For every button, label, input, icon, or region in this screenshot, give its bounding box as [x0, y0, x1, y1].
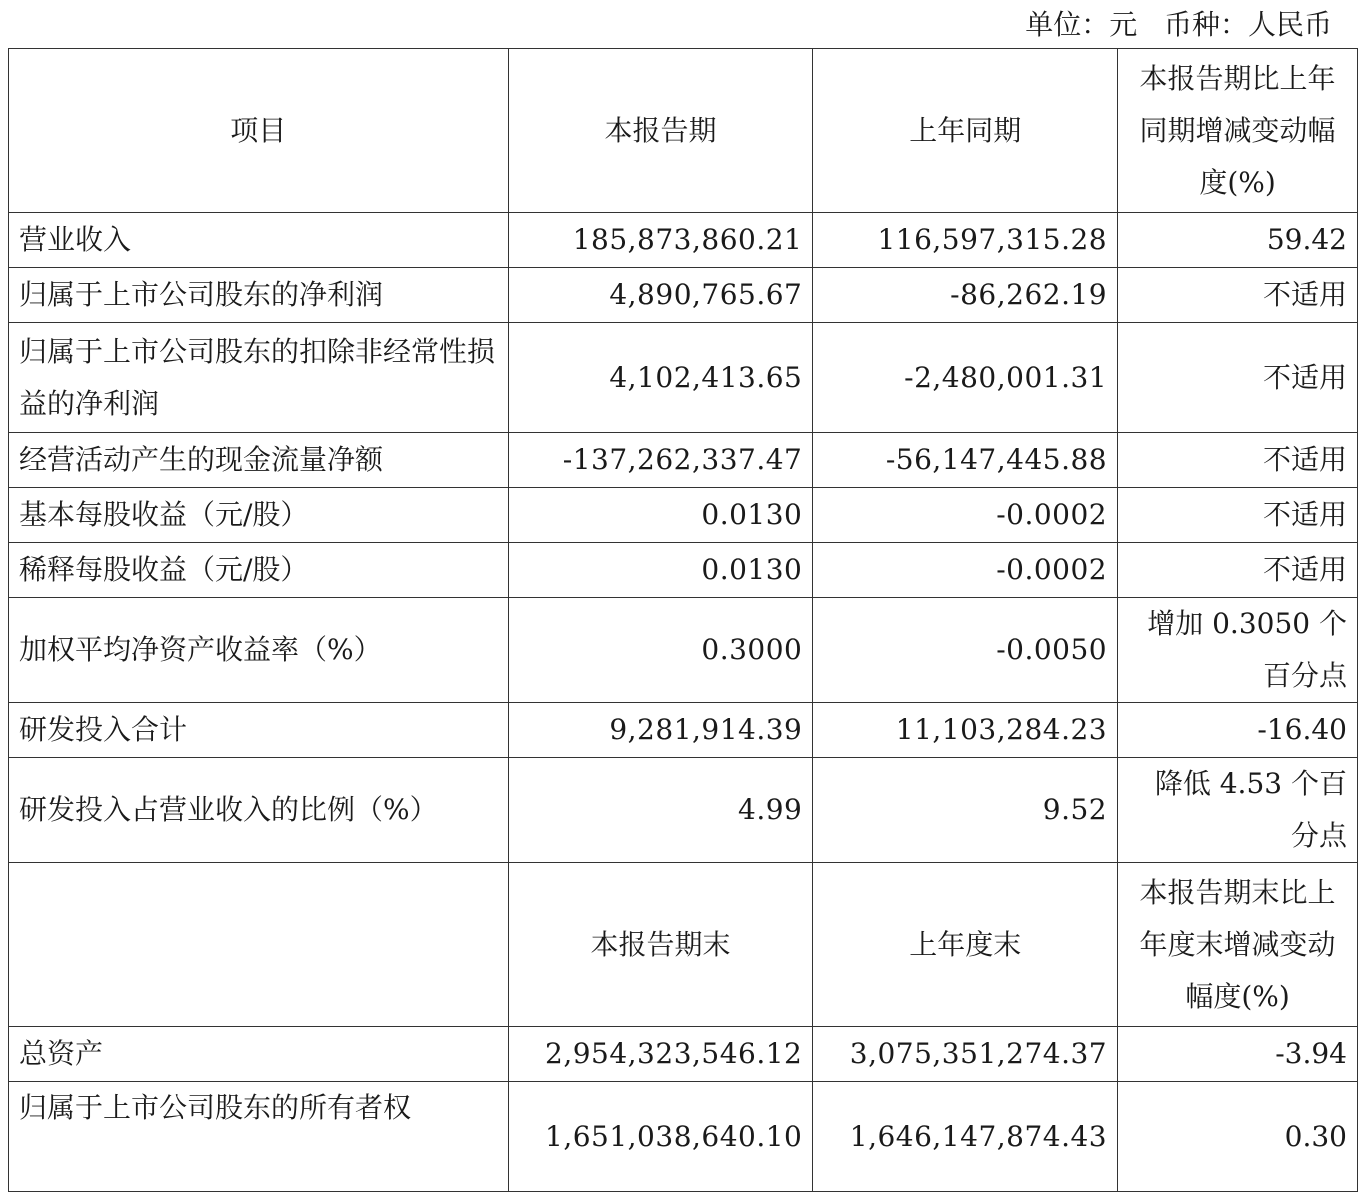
table-header-row [9, 49, 1358, 213]
header-prior-period: 上年同期 [813, 49, 1118, 213]
row-current-value: 0.0130 [508, 488, 813, 543]
row-change-value: 不适用 [1118, 488, 1358, 543]
table-row [9, 433, 1358, 488]
row-label: 研发投入合计 [9, 703, 509, 758]
row-prior-value: -0.0002 [813, 488, 1118, 543]
row-label: 营业收入 [9, 213, 509, 268]
row-prior-value: -86,262.19 [813, 268, 1118, 323]
row-label: 归属于上市公司股东的净利润 [9, 268, 509, 323]
row-label: 研发投入占营业收入的比例（%） [9, 758, 509, 863]
row-current-value: 0.3000 [508, 598, 813, 703]
subheader-change-pct: 本报告期末比上年度末增减变动幅度(%) [1118, 863, 1358, 1027]
row-change-value: 不适用 [1118, 543, 1358, 598]
row-prior-value: -0.0002 [813, 543, 1118, 598]
subheader-period-end: 本报告期末 [508, 863, 813, 1027]
row-label: 总资产 [9, 1027, 509, 1082]
row-change-value: 不适用 [1118, 268, 1358, 323]
row-current-value: 0.0130 [508, 543, 813, 598]
row-label: 稀释每股收益（元/股） [9, 543, 509, 598]
row-change-value: 增加 0.3050 个百分点 [1118, 598, 1358, 703]
row-prior-value: 1,646,147,874.43 [813, 1082, 1118, 1192]
table-row [9, 543, 1358, 598]
financial-data-table [8, 48, 1358, 1192]
row-current-value: 4,102,413.65 [508, 323, 813, 433]
row-change-value: -16.40 [1118, 703, 1358, 758]
subheader-prior-year-end: 上年度末 [813, 863, 1118, 1027]
row-label: 归属于上市公司股东的所有者权 [9, 1082, 509, 1192]
table-row [9, 758, 1358, 863]
table-row [9, 268, 1358, 323]
table-subheader-row [9, 863, 1358, 1027]
row-change-value: 不适用 [1118, 323, 1358, 433]
table-row [9, 1027, 1358, 1082]
row-label: 归属于上市公司股东的扣除非经常性损益的净利润 [9, 323, 509, 433]
row-prior-value: 3,075,351,274.37 [813, 1027, 1118, 1082]
row-prior-value: 116,597,315.28 [813, 213, 1118, 268]
table-row [9, 703, 1358, 758]
row-change-value: 降低 4.53 个百分点 [1118, 758, 1358, 863]
row-change-value: -3.94 [1118, 1027, 1358, 1082]
row-current-value: 2,954,323,546.12 [508, 1027, 813, 1082]
row-label: 经营活动产生的现金流量净额 [9, 433, 509, 488]
header-item: 项目 [9, 49, 509, 213]
row-prior-value: 11,103,284.23 [813, 703, 1118, 758]
row-label: 加权平均净资产收益率（%） [9, 598, 509, 703]
row-prior-value: -0.0050 [813, 598, 1118, 703]
row-current-value: 185,873,860.21 [508, 213, 813, 268]
table-row [9, 1082, 1358, 1192]
table-row [9, 488, 1358, 543]
currency-unit-note: 单位：元 币种：人民币 [1025, 8, 1332, 41]
row-prior-value: -56,147,445.88 [813, 433, 1118, 488]
table-row [9, 323, 1358, 433]
table-row [9, 213, 1358, 268]
table-row [9, 598, 1358, 703]
row-current-value: 1,651,038,640.10 [508, 1082, 813, 1192]
row-prior-value: -2,480,001.31 [813, 323, 1118, 433]
header-change-pct: 本报告期比上年同期增减变动幅度(%) [1118, 49, 1358, 213]
row-change-value: 59.42 [1118, 213, 1358, 268]
row-change-value: 0.30 [1118, 1082, 1358, 1192]
row-prior-value: 9.52 [813, 758, 1118, 863]
row-change-value: 不适用 [1118, 433, 1358, 488]
row-current-value: 4,890,765.67 [508, 268, 813, 323]
subheader-item [9, 863, 509, 1027]
row-current-value: -137,262,337.47 [508, 433, 813, 488]
row-current-value: 9,281,914.39 [508, 703, 813, 758]
row-current-value: 4.99 [508, 758, 813, 863]
row-label: 基本每股收益（元/股） [9, 488, 509, 543]
header-current-period: 本报告期 [508, 49, 813, 213]
